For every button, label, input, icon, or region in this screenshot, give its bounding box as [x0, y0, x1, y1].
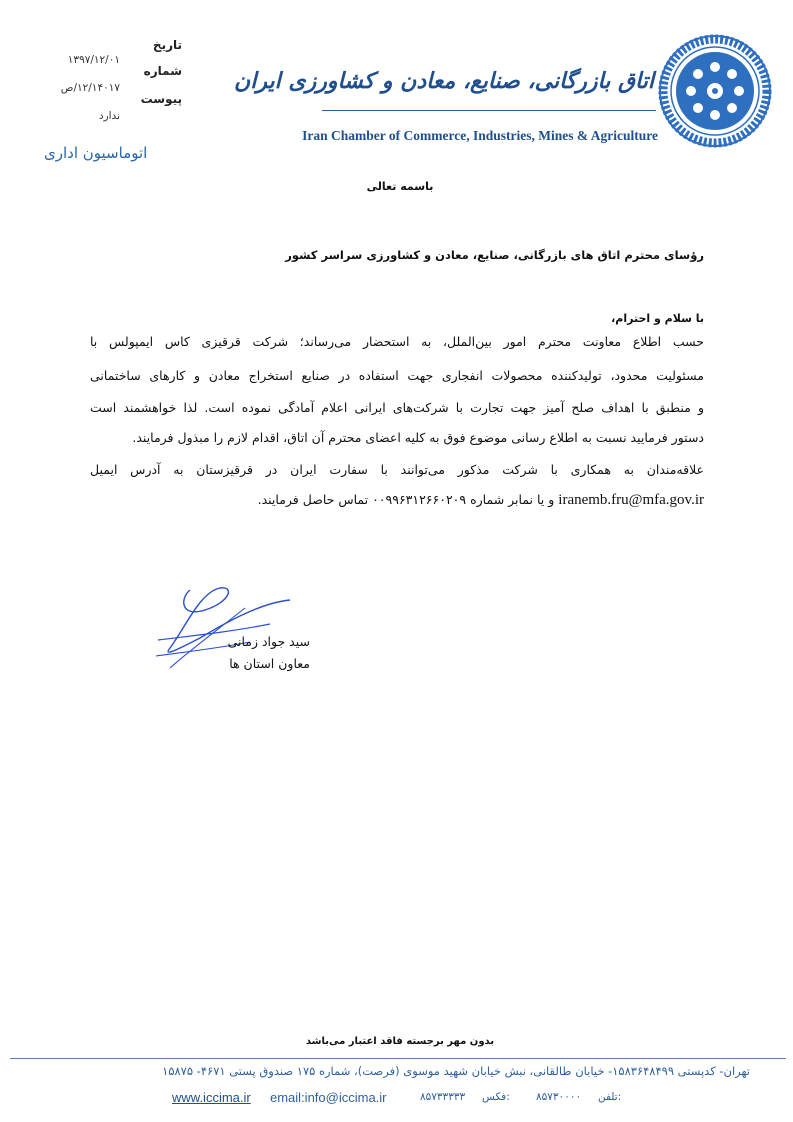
office-automation-label: اتوماسیون اداری — [44, 144, 148, 162]
body-line: دستور فرمایید نسبت به اطلاع رسانی موضوع فوق به کلیه اعضای محترم آن اتاق، اقدام لازم را مبذول فرمایند. — [132, 430, 704, 445]
basmala: باسمه تعالی — [366, 180, 434, 193]
phone-label: تلفن: — [598, 1091, 622, 1103]
chamber-logo-icon — [658, 34, 772, 148]
fax-label: فکس: — [482, 1091, 510, 1103]
body-line-rest: و یا نمابر شماره ۰۰۹۹۶۳۱۲۶۶۰۲۰۹ تماس حاصل فرمایند. — [257, 492, 555, 507]
body-line-last — [90, 492, 704, 509]
fax-number: ۸۵۷۳۳۳۳۳ — [420, 1091, 466, 1103]
footer-address: تهران- کدپستی ۱۵۸۳۶۴۸۴۹۹- خیابان طالقانی، نبش خیابان شهید موسوی (فرصت)، شماره ۱۷۵ صندوق پستی ۴۶۷۱- ۱۵۸۷۵ — [162, 1064, 750, 1078]
chamber-name-en: Iran Chamber of Commerce, Industries, Mines & Agriculture — [302, 128, 658, 143]
body-line: حسب اطلاع معاونت محترم امور بین‌الملل، به استحضار می‌رساند؛ شرکت قرقیزی کاس ایمپولس با — [90, 334, 704, 349]
attachment-value: ندارد — [98, 110, 120, 122]
body-line: علاقه‌مندان به همکاری با شرکت مذکور می‌توانند با سفارت ایران در قرقیزستان به آدرس ایمیل — [90, 462, 704, 477]
date-label: تاریخ — [152, 38, 182, 52]
body-line: و منطبق با اهداف صلح آمیز جهت تجارت با شرکت‌های ایرانی اعلام آمادگی نموده است. لذا خواهشمند است — [90, 400, 704, 415]
number-label: شماره — [143, 64, 182, 78]
footer-email: email:info@iccima.ir — [270, 1090, 387, 1105]
greeting: با سلام و احترام، — [611, 312, 704, 325]
attachment-label: پیوست — [140, 92, 182, 106]
website-link[interactable]: www.iccima.ir — [172, 1090, 251, 1105]
signer-name: سید جواد زمانی — [227, 634, 310, 649]
signer-title: معاون استان ها — [229, 656, 310, 671]
stamp-note: بدون مهر برجسته فاقد اعتبار می‌باشد — [305, 1036, 495, 1047]
header-divider — [322, 110, 656, 111]
number-value: ۱۲/۱۴۰۱۷/ص — [60, 82, 120, 94]
addressee: رؤسای محترم اتاق های بازرگانی، صنایع، معادن و کشاورزی سراسر کشور — [285, 248, 704, 262]
body-line: مسئولیت محدود، تولیدکننده محصولات انفجاری جهت استفاده در صنایع استخراج معادن و کارهای ساختمانی — [90, 368, 704, 383]
date-value: ۱۳۹۷/۱۲/۰۱ — [67, 54, 120, 66]
chamber-name-fa: اتاق بازرگانی، صنایع، معادن و کشاورزی ایران — [234, 68, 654, 94]
footer-divider — [10, 1058, 786, 1059]
embassy-email: iranemb.fru@mfa.gov.ir — [558, 492, 704, 508]
phone-number: ۸۵۷۳۰۰۰۰ — [536, 1091, 582, 1103]
footer-contact-row — [172, 1088, 622, 1108]
chamber-logo — [658, 34, 772, 148]
